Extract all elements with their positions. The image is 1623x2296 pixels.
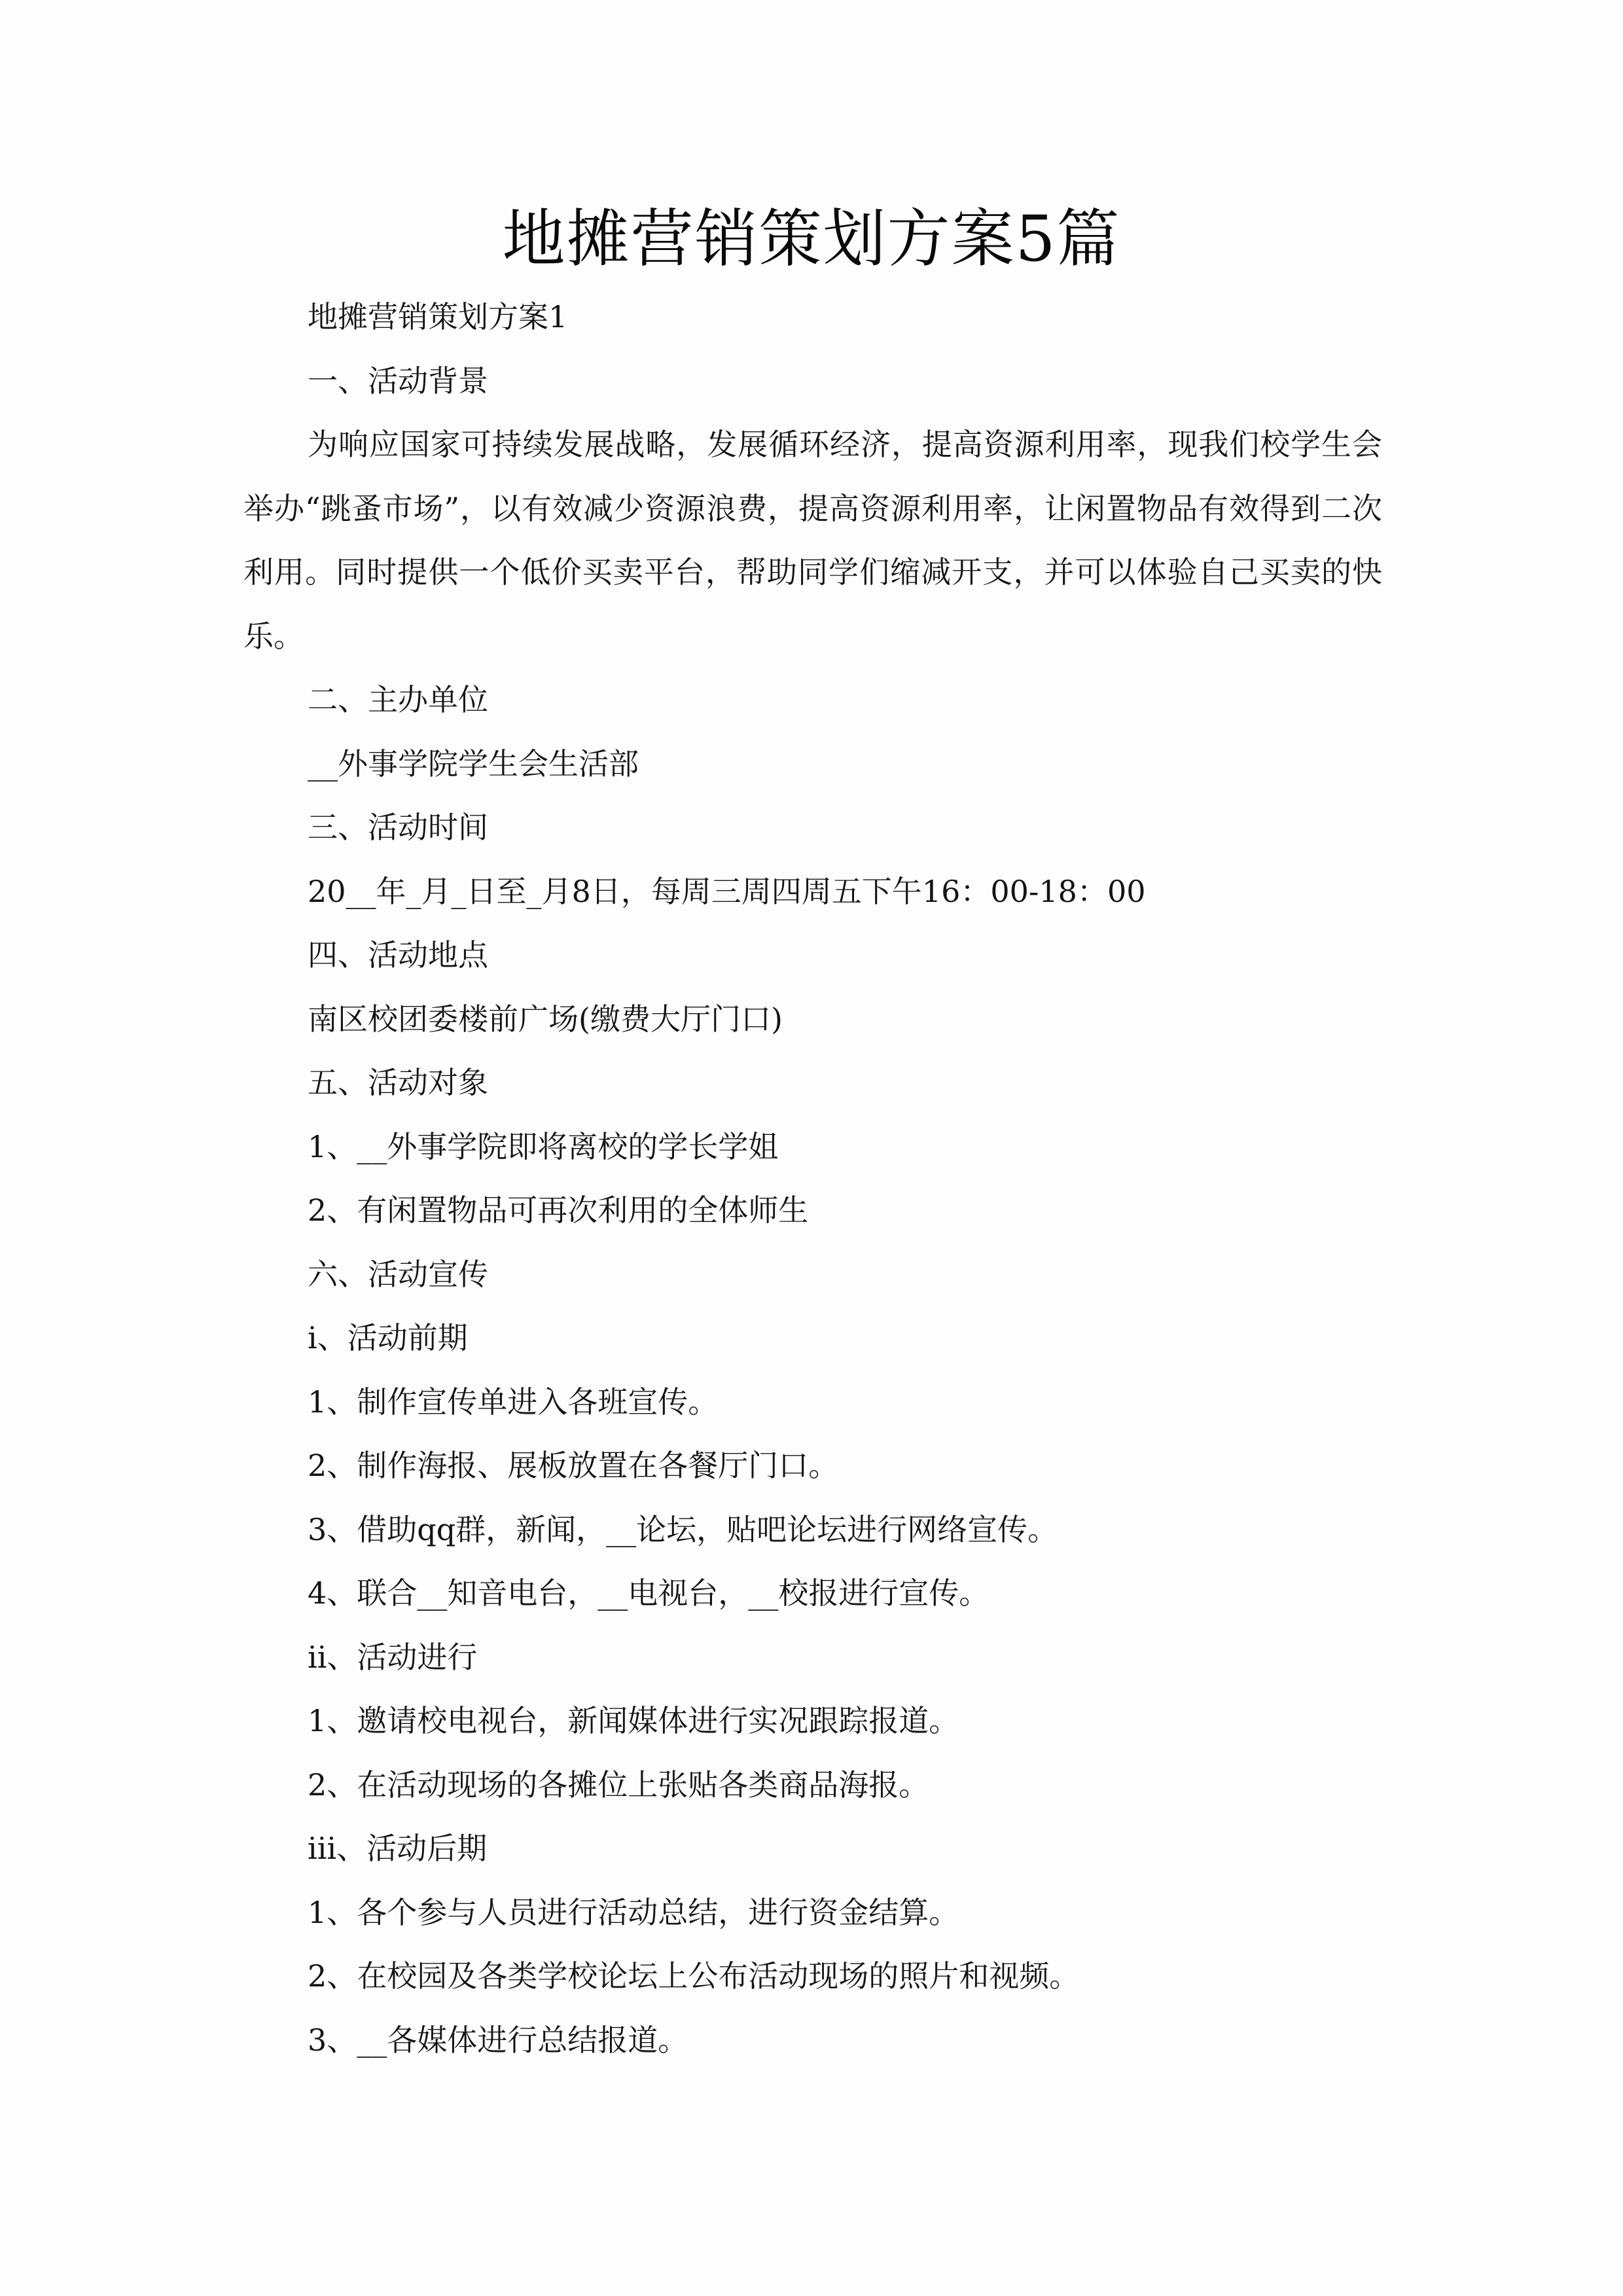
audience-item: 2、有闲置物品可再次利用的全体师生	[308, 1193, 809, 1228]
organizer-text: __外事学院学生会生活部	[308, 745, 639, 781]
plan-subtitle: 地摊营销策划方案1	[308, 299, 568, 334]
phase-item: 2、在活动现场的各摊位上张贴各类商品海报。	[308, 1767, 929, 1803]
phase-heading-post: ⅲ、活动后期	[308, 1831, 488, 1866]
document-title: 地摊营销策划方案5篇	[502, 202, 1121, 276]
phase-item: 1、各个参与人员进行活动总结，进行资金结算。	[308, 1894, 959, 1930]
phase-item: 1、制作宣传单进入各班宣传。	[308, 1384, 719, 1420]
phase-item: 1、邀请校电视台，新闻媒体进行实况跟踪报道。	[308, 1703, 959, 1738]
phase-item: 2、在校园及各类学校论坛上公布活动现场的照片和视频。	[308, 1958, 1080, 1994]
phase-item: 4、联合__知音电台，__电视台，__校报进行宣传。	[308, 1575, 990, 1611]
phase-item: 3、__各媒体进行总结报道。	[308, 2022, 688, 2058]
section-heading-location: 四、活动地点	[308, 937, 488, 973]
section-heading-promotion: 六、活动宣传	[308, 1256, 488, 1292]
phase-item: 3、借助qq群，新闻，__论坛，贴吧论坛进行网络宣传。	[308, 1511, 1058, 1547]
section-heading-organizer: 二、主办单位	[308, 682, 488, 717]
section-heading-background: 一、活动背景	[308, 363, 488, 399]
audience-item: 1、__外事学院即将离校的学长学姐	[308, 1128, 779, 1164]
phase-item: 2、制作海报、展板放置在各餐厅门口。	[308, 1448, 839, 1483]
phase-heading-during: ⅱ、活动进行	[308, 1639, 478, 1675]
location-text: 南区校团委楼前广场(缴费大厅门口)	[308, 1001, 783, 1037]
phase-heading-pre: ⅰ、活动前期	[308, 1320, 468, 1355]
background-paragraph: 为响应国家可持续发展战略，发展循环经济，提高资源利用率，现我们校学生会举办“跳蚤市场”，以有效减少资源浪费，提高资源利用率，让闲置物品有效得到二次利用。同时提供一个低价买卖平台，帮助同学们缩减开支，并可以体验自己买卖的快乐。	[243, 427, 1382, 654]
section-heading-audience: 五、活动对象	[308, 1065, 488, 1100]
section-heading-time: 三、活动时间	[308, 810, 488, 845]
document-body	[243, 285, 1382, 2072]
time-text: 20__年_月_日至_月8日，每周三周四周五下午16：00-18：00	[308, 873, 1146, 909]
